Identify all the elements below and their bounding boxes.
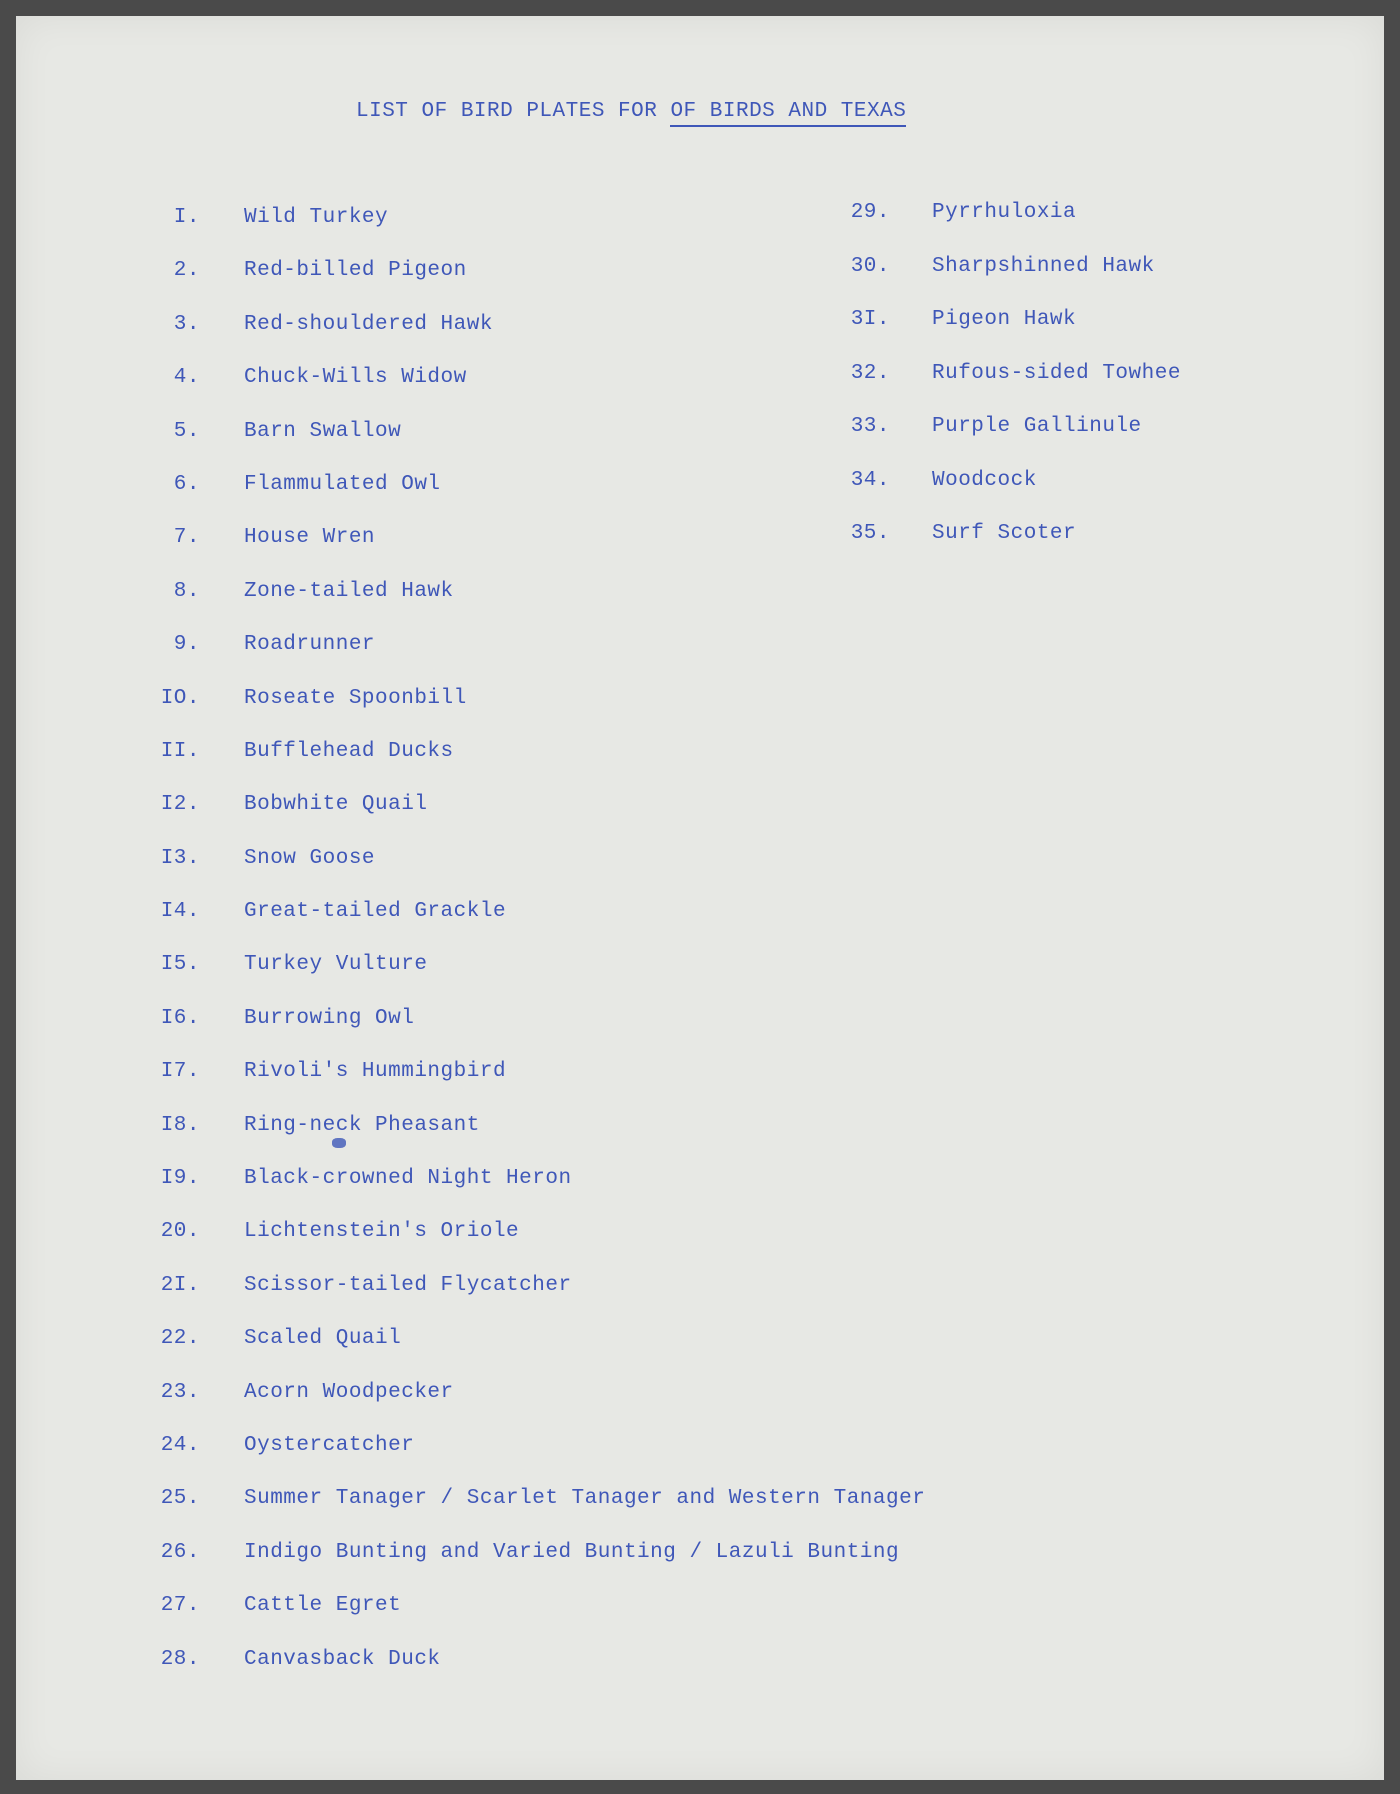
plate-number: 3I. <box>850 308 890 331</box>
bird-name: Black-crowned Night Heron <box>244 1167 572 1191</box>
plate-number: 2I. <box>160 1273 200 1297</box>
plate-number: 20. <box>160 1220 200 1244</box>
plate-number: 25. <box>160 1487 200 1511</box>
plate-number: I3. <box>160 846 200 870</box>
bird-name: Turkey Vulture <box>244 953 428 977</box>
plate-number: I. <box>173 206 200 229</box>
bird-name: Chuck-Wills Widow <box>244 366 467 390</box>
plate-number: 34. <box>850 468 890 492</box>
plate-number: I5. <box>160 953 200 977</box>
plate-number: II. <box>160 739 200 763</box>
plate-number: I4. <box>160 900 200 924</box>
document-page <box>16 16 1384 1780</box>
bird-name: Roseate Spoonbill <box>244 686 467 710</box>
plate-number: I8. <box>160 1113 200 1137</box>
bird-name: Pyrrhuloxia <box>932 201 1077 224</box>
bird-name: Burrowing Owl <box>244 1006 415 1030</box>
document-title <box>356 100 906 123</box>
bird-name: Canvasback Duck <box>244 1647 441 1671</box>
bird-name: Roadrunner <box>244 633 376 657</box>
bird-name: Zone-tailed Hawk <box>244 579 454 603</box>
plate-number: 29. <box>850 201 890 224</box>
plate-number: I9. <box>160 1167 200 1191</box>
plate-number: 2. <box>173 259 200 283</box>
plate-number: 4. <box>173 366 200 390</box>
plate-number: 28. <box>160 1647 200 1671</box>
bird-name: Barn Swallow <box>244 419 402 443</box>
bird-name: Red-billed Pigeon <box>244 259 467 283</box>
bird-name: Wild Turkey <box>244 206 389 229</box>
plate-number: 32. <box>850 361 890 385</box>
bird-name: Flammulated Owl <box>244 472 441 496</box>
bird-name: House Wren <box>244 526 376 550</box>
plate-number: 8. <box>173 579 200 603</box>
plate-number: 27. <box>160 1594 200 1618</box>
plate-number: 22. <box>160 1327 200 1351</box>
plate-number: 7. <box>173 526 200 550</box>
bird-name: Summer Tanager / Scarlet Tanager and Western Tanager <box>244 1487 926 1511</box>
plate-number: I2. <box>160 793 200 817</box>
plate-number: 35. <box>850 522 890 545</box>
bird-name: Indigo Bunting and Varied Bunting / Lazuli Bunting <box>244 1540 900 1564</box>
title-underlined: OF BIRDS AND TEXAS <box>670 100 906 127</box>
plate-number: 5. <box>173 419 200 443</box>
plate-number: 9. <box>173 633 200 657</box>
plate-number: 23. <box>160 1380 200 1404</box>
ink-smudge <box>332 1138 346 1148</box>
plate-number: 24. <box>160 1433 200 1457</box>
plate-number: 30. <box>850 254 890 278</box>
bird-name: Red-shouldered Hawk <box>244 312 493 336</box>
bird-name: Pigeon Hawk <box>932 308 1077 331</box>
plate-number: IO. <box>160 686 200 710</box>
bird-name: Purple Gallinule <box>932 415 1142 438</box>
bird-name: Rivoli's Hummingbird <box>244 1060 507 1084</box>
bird-name: Surf Scoter <box>932 522 1077 545</box>
bird-name: Great-tailed Grackle <box>244 900 507 924</box>
bird-name: Cattle Egret <box>244 1594 402 1618</box>
bird-name: Acorn Woodpecker <box>244 1380 454 1404</box>
plate-number: I6. <box>160 1006 200 1030</box>
bird-name: Scissor-tailed Flycatcher <box>244 1273 572 1297</box>
bird-name: Oystercatcher <box>244 1433 415 1457</box>
bird-name: Snow Goose <box>244 846 376 870</box>
bird-name: Scaled Quail <box>244 1327 402 1351</box>
title-prefix: LIST OF BIRD PLATES FOR <box>356 100 671 123</box>
bird-name: Bufflehead Ducks <box>244 739 454 763</box>
plate-number: 6. <box>173 472 200 496</box>
plate-number: 33. <box>850 415 890 438</box>
plate-number: 26. <box>160 1540 200 1564</box>
bird-name: Rufous-sided Towhee <box>932 361 1181 385</box>
bird-name: Bobwhite Quail <box>244 793 428 817</box>
bird-name: Woodcock <box>932 468 1037 492</box>
bird-name: Ring-neck Pheasant <box>244 1113 480 1137</box>
bird-name: Lichtenstein's Oriole <box>244 1220 520 1244</box>
bird-name: Sharpshinned Hawk <box>932 254 1155 278</box>
plate-number: 3. <box>173 312 200 336</box>
plate-number: I7. <box>160 1060 200 1084</box>
